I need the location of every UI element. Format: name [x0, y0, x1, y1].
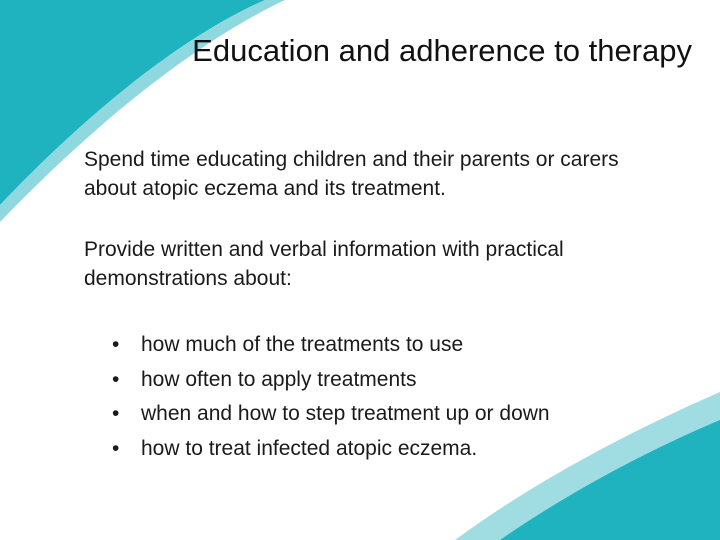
bullet-list	[112, 328, 550, 466]
slide-title: Education and adherence to therapy	[192, 33, 692, 68]
list-item	[112, 432, 550, 467]
list-item-text: how often to apply treatments	[141, 367, 417, 391]
intro-paragraph: Spend time educating children and their parents or carers about atopic eczema and its treatment.	[84, 148, 619, 200]
list-item	[112, 397, 550, 432]
list-item-text: when and how to step treatment up or down	[141, 402, 550, 425]
bullet-icon: •	[112, 333, 120, 356]
bullet-icon: •	[112, 402, 120, 425]
list-item	[112, 363, 550, 398]
list-item-text: how to treat infected atopic eczema.	[141, 436, 478, 460]
bullet-icon: •	[112, 436, 120, 460]
list-item	[112, 328, 550, 363]
bullet-icon: •	[112, 367, 120, 391]
information-paragraph: Provide written and verbal information with practical demonstrations about:	[84, 238, 564, 290]
list-item-text: how much of the treatments to use	[141, 333, 464, 356]
